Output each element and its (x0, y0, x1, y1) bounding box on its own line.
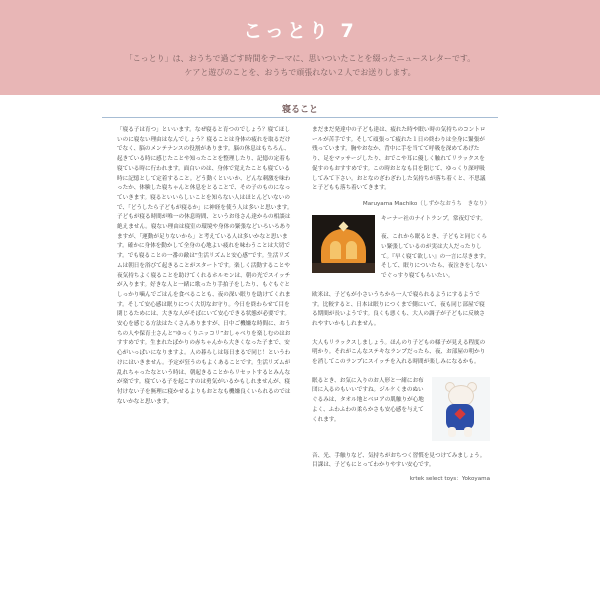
closing-paragraph: 音、光、手触りなど、気持ちがおちつく習慣を見つけてみましょう。目課は、子どもにとってわかりやすい安心です。 (312, 452, 486, 469)
left-column (117, 126, 293, 407)
intro-line-1: 「こっとり」は、おうちで過ごす時間をテーマに、思いついたことを綴ったニュースレターです。 (124, 54, 476, 63)
left-column-text: 「寝る子は育つ」といいます。なぜ寝ると育つのでしょう？寝てほしいのに寝ない理由はなんでしょう？寝ることは身体の疲れを取るだけでなく、脳のメンテナンスの役割があります。脳の休息はもちろん、起きている時に感じたことや知ったことを整理したり、記憶の定着も寝ている時に行われます。面白いのは、身体で覚えたことも寝ている時に記憶として定着すること。どう動くといいか、どんな刺激を味わったか、体験した寝ちゃんと休息をとることで、その子のものになっていきます。寝るといいらしいことを知らない人はほとんどいないので、「どうしたら子どもが寝るか」に神経を使う人は多いと思います。子どもが寝る時間が唯一の休息時間、というお母さん達からの相談は絶えません。寝ない理由は寝室の環境や身体の緊張などいろいろありますが、「運動が足りないから」と考えている人は多いかなと思います。確かに身体を動かして全身の心地よい疲れを味わうことは大切です。でも寝ることの一番の敵は“生活リズムと安心感”です。生活リズムは朝日を浴びて起きることがスタートです。楽しく活動することや夜気持ちよく寝ることを助けてくれるホルモンは、朝の光でスイッチが入ります。好きな人と一緒に歌ったり手拍子をしたり、もぐもぐとしっかり噛んでごはんを食べることも、夜の深い眠りを助けてくれます。そして安心感は眠りにつく大切なお守り。今日を終わらせて目を閉じるためには、大きな人がそばにいて安心できる状態が必要です。安心を感じる方法はたくさんありますが、日中ご機嫌な時間に、おうちの人や保育士さんと“ゆっくりニッコリ”おしゃべりを楽しむのはおすすめです。生まれたばかりの赤ちゃんから大きくなった子まで、安心がいっぱいになりますよ。人の暮らしは毎日まるで同じ！というわけにはいきません。予定が狂うのもよくあることです。生活リズムが乱れちゃったなという時は、朝起きることからリセットするとみんなが楽です。寝ている子を起こすのは勇気がいるかもしれませんが、寝付けない子を無理に寝かせるよりもおとなも機嫌良くいられるのではないかなと思います。 (117, 127, 293, 405)
section-divider (102, 117, 498, 118)
lamp-text: 夜、これから眠るとき、子どもと同じくらい緊張しているのが実は大人だったりして。『早く寝て欲しい』の一言に尽きます。そして、眠りについたら、夜泣きをしないでぐっすり寝てもらいたい。 (381, 234, 490, 280)
lamp-glow (321, 229, 366, 265)
author-credit-1: Maruyama Machiko（しずかなおうち きなり） (362, 200, 490, 207)
lamp-caption: キーナー社のナイトランプ。常夜灯です。 (381, 215, 486, 222)
section-heading: 寝ること (281, 105, 318, 115)
bear-text-content: 眠るとき、お気に入りのお人形と一緒にお布団に入るのもいいですね。ジルケくまのぬいぐるみは、タオル地とベロアの肌触りが心地よく、ふわふわの柔らかさも安心感を与えてくれます。 (312, 377, 424, 423)
author-credit-2: krtek select toys：Yokoyama (409, 476, 490, 483)
lamp-window-left (330, 241, 341, 259)
newsletter-title: こっとり 7 (243, 20, 357, 42)
right-column (312, 126, 490, 485)
night-lamp-photo (312, 215, 375, 273)
europe-paragraph: 欧米は、子どもが小さいうちから一人で寝られるようにするようです。比較すると、日本は眠りにつくまで側にいて、夜も同じ部屋で寝る期間が長いようです。良くも悪くも、大人の調子が子どもに反映されやすいかもしれません。 (312, 291, 485, 327)
relax-paragraph: 大人もリラックスしましょう。ほんのり子どもの様子が見える程度の明かり。それがこんなステキなランプだったら、夜、お部屋の明かりを消してこのランプにスイッチを入れる時間が楽しみになるかも。 (312, 339, 486, 366)
lamp-window-right (346, 241, 357, 259)
bear-text (312, 377, 490, 426)
intro-line-2: ケアと遊びのことを、おうちで頑張れない２人でお送りします。 (184, 68, 416, 77)
lamp-base (312, 263, 375, 273)
right-column-intro: まだまだ発達中の子ども達は、疲れた時や眠い時の気持ちのコントロールが苦手です。そして頑張って疲れた１日の終わりは全身に緊張が残っています。胸やおなか、背中に手を当てて呼吸を深めてあげたり、足をマッサージしたり、おでこや耳に優しく触れてリラックスを促すのもおすすめです。この時おとなも目を閉じて、ゆっくり深呼吸してみて下さい。おとなのざわざわした気持ちが落ち着くと、不思議と子どもも落ち着いてきます。 (312, 127, 486, 192)
bear-leg-right (464, 427, 472, 437)
bear-leg-left (448, 427, 456, 437)
teddy-bear-photo (432, 377, 490, 441)
header-banner (0, 0, 600, 95)
